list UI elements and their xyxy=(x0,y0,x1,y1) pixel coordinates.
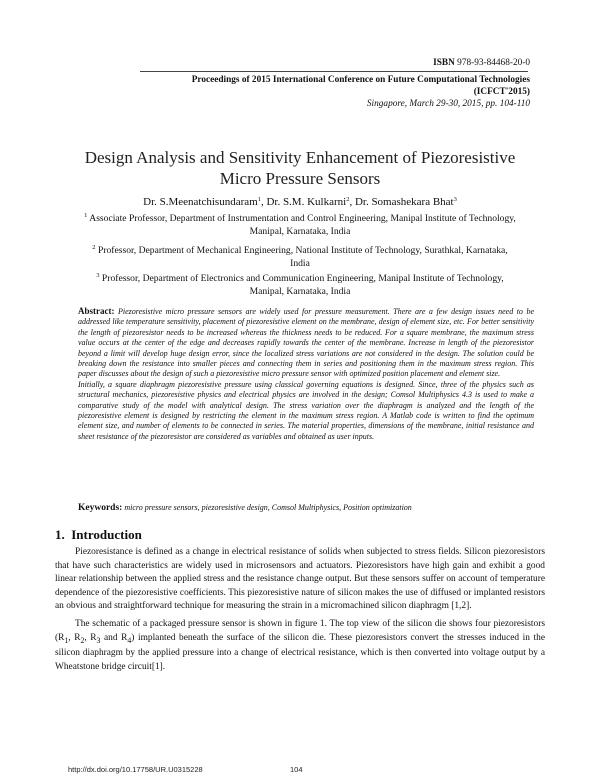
abstract-label: Abstract: xyxy=(78,306,115,316)
affiliation-1: $^1$ Associate Professor, Department of Instrumentation and Control Engineering, Manipal Institute of Technology, Manipal, Karnataka, India xyxy=(84,212,516,237)
conference-acronym: (ICFCT'2015) xyxy=(473,87,530,97)
isbn-number: 978-93-84468-20-0 xyxy=(457,58,530,68)
author-1-sup: 1 xyxy=(257,196,261,203)
affiliation-3: $^3$ Professor, Department of Electronics and Communication Engineering, Manipal Institute of Technology, Manipal, Karnataka, India xyxy=(96,272,504,297)
affiliation-2: $^2$ Professor, Department of Mechanical Engineering, National Institute of Technology, Surathkal, Karnataka, India xyxy=(92,244,508,269)
author-2-sup: 2 xyxy=(346,196,350,203)
title-line-1: Design Analysis and Sensitivity Enhancement of Piezoresistive xyxy=(84,148,516,167)
intro-paragraph-2: The schematic of a packaged pressure sensor is shown in figure 1. The top view of the silicon die shows four piezoresistors ($R_1$, $R_2$, $R_3$ and $R_4$) implanted beneath the surface of the silicon die. These piezoresistors convert the stresses induced in the silicon diaphragm by the applied pressure into a change of electrical resistance, which is then converted into voltage output by a Wheatstone bridge circuit[1]. xyxy=(55,618,545,672)
section-number: 1. xyxy=(55,527,65,542)
affiliation-2-num: 2 xyxy=(92,244,96,251)
page-number: 104 xyxy=(290,765,303,774)
keywords xyxy=(78,503,534,513)
author-2: Dr. S.M. Kulkarni xyxy=(266,196,347,208)
author-list: Dr. S.Meenatchisundaram$^1$, Dr. S.M. Kulkarni$^2$, Dr. Somashekara Bhat$^3$ xyxy=(143,196,457,208)
keywords-label: Keywords: xyxy=(78,503,123,513)
proceedings-title: Proceedings of 2015 International Conference on Future Computational Technologies xyxy=(191,75,530,85)
conference-venue: Singapore, March 29-30, 2015, pp. 104-110 xyxy=(366,99,530,109)
affiliation-3-num: 3 xyxy=(96,272,100,279)
author-3: Dr. Somashekara Bhat xyxy=(354,196,454,208)
keywords-text: micro pressure sensors, piezoresistive design, Comsol Multiphysics, Position optimization xyxy=(124,503,412,512)
section-heading xyxy=(55,527,142,543)
header-rule xyxy=(140,71,528,72)
paper-title xyxy=(60,147,540,189)
abstract xyxy=(78,306,534,442)
isbn-label: ISBN xyxy=(433,58,455,68)
intro-paragraph-1: Piezoresistance is defined as a change in electrical resistance of solids when subjected to stress fields. Silicon piezoresistors that have such characteristics are widely used in microsensors and actuators. Piezoresistors have high gain and exhibit a good linear relationship between the applied stress and the resistance change output. But these sensors suffer on account of temperature dependence of the piezoresistive coefficients. This piezoresistive nature of silicon makes the use of diffused or implanted resistors an obvious and straightforward technique for measuring the strain in a micromachined silicon diaphragm [1,2]. xyxy=(55,547,545,612)
doi-link[interactable]: http://dx.doi.org/10.17758/UR.U0315228 xyxy=(68,765,203,774)
isbn-line xyxy=(433,57,530,69)
author-1: Dr. S.Meenatchisundaram xyxy=(143,196,258,208)
abstract-paragraph-2: Initially, a square diaphragm piezoresistive pressure using classical governing equations is designed. Since, three of the physics such as structural mechanics, piezoresistive physics and electrical physics are involved in the design; Comsol Multiphysics 4.3 is used to make a comparative study of the model with analytical design. The stress variation over the diaphragm is analyzed and the length of the piezoresistive element is designed by restricting the element in the maximum stress region. A Matlab code is written to find the optimum element size, and number of elements to be connected in series. The material properties, dimensions of the membrane, initial resistance and sheet resistance of the piezoresistor are considered as variables and obtained as user inputs. xyxy=(78,379,534,441)
abstract-paragraph-1: Piezoresistive micro pressure sensors are widely used for pressure measurement. There are a few design issues need to be addressed like temperature sensitivity, placement of piezoresistive element on the membrane, design of element size, etc. For better sensitivity the length of piezoresistor needs to be increased whereas the thickness needs to be reduced. For a square membrane, the maximum stress value occurs at the center of the edge and decreases rapidly towards the center of the membrane. Increase in length of the piezoresistor beyond a limit will develop huge design error, since the localized stress variations are not considered in the design. The solution could be breaking down the resistance into smaller pieces and connecting them in series and positioning them in the maximum stress region. This paper discusses about the design of such a piezoresistive micro pressure sensor with optimized position placement and element size. xyxy=(78,307,534,379)
section-title: Introduction xyxy=(71,527,142,542)
introduction-body xyxy=(55,546,545,674)
title-line-2: Micro Pressure Sensors xyxy=(219,169,381,188)
affiliation-1-num: 1 xyxy=(84,212,88,219)
author-3-sup: 3 xyxy=(453,196,457,203)
